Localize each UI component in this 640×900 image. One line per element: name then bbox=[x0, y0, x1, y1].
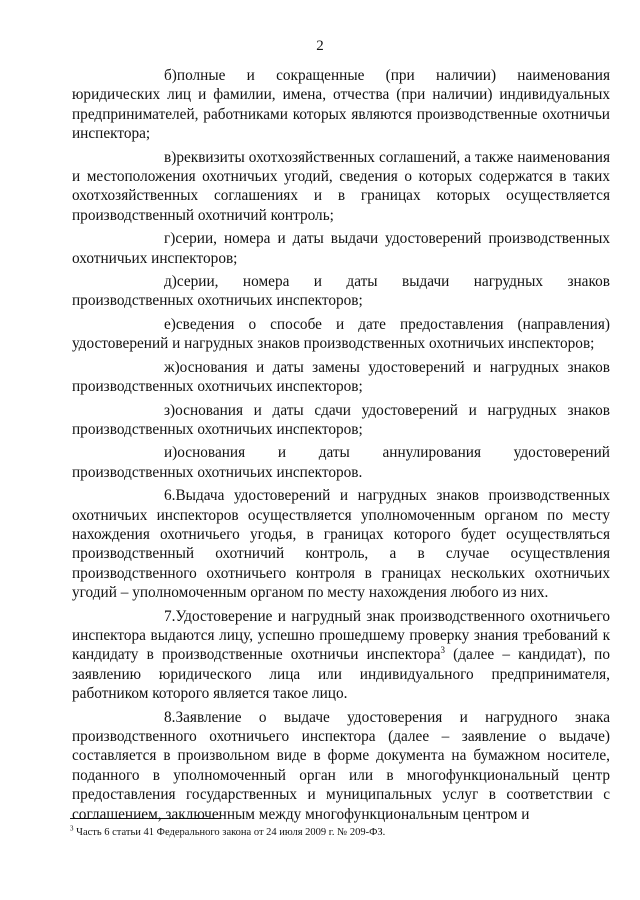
list-item-e bbox=[72, 315, 610, 354]
item-text: серии, номера и даты выдачи нагрудных знаков производственных охотничьих инспекторов; bbox=[72, 273, 610, 310]
item-text: основания и даты аннулирования удостоверений производственных охотничьих инспекторов. bbox=[72, 444, 610, 481]
item-text: основания и даты сдачи удостоверений и нагрудных знаков производственных охотничьих инспекторов; bbox=[72, 401, 610, 438]
list-item-g bbox=[72, 229, 610, 268]
clause-text-continued: (далее – кандидат), по заявлению юридического лица или индивидуального предпринимателя, работником которого является такое лицо. bbox=[72, 646, 611, 703]
item-marker: в) bbox=[164, 148, 177, 166]
footnote-number: 3 bbox=[70, 824, 74, 833]
list-item-b bbox=[72, 66, 610, 144]
item-marker: д) bbox=[164, 273, 177, 291]
item-text: реквизиты охотхозяйственных соглашений, а также наименования и местоположения охотничьих угодий, сведения о которых содержатся в таких охотхозяйственных соглашениях и в границах которых осуществляется производственный охотничий контроль; bbox=[72, 148, 610, 224]
item-marker: и) bbox=[164, 444, 178, 462]
clause-number: 7. bbox=[164, 607, 176, 625]
item-text: серии, номера и даты выдачи удостоверений производственных охотничьих инспекторов; bbox=[72, 230, 610, 267]
clause-text: Выдача удостоверений и нагрудных знаков производственных охотничьих инспекторов осуществляется уполномоченным органом по месту нахождения охотничьего угодья, в границах которого будет осуществляться производственный охотничий контроль, а в случае осуществления производственного охотничьего контроля в границах нескольких охотничьих угодий – уполномоченным органом по месту нахождения любого из них. bbox=[72, 487, 610, 602]
document-body bbox=[72, 66, 610, 828]
item-text: полные и сокращенные (при наличии) наименования юридических лиц и фамилии, имена, отчества (при наличии) индивидуальных предпринимателей, работниками которых являются производственные охотничьи инспектора; bbox=[72, 67, 610, 143]
list-item-v bbox=[72, 148, 610, 226]
item-marker: ж) bbox=[164, 358, 180, 376]
item-text: сведения о способе и дате предоставления (направления) удостоверений и нагрудных знаков производственных охотничьих инспекторов; bbox=[72, 315, 610, 353]
clause-text: Заявление о выдаче удостоверения и нагрудного знака производственного охотничьего инспектора (далее – заявление о выдаче) составляется в произвольном виде в форме документа на бумажном носителе, поданного в уполномоченный орган или в многофункциональный центр предоставления государственных и муниципальных услуг в соответствии с соглашением, заключенным между многофункциональным центром и bbox=[72, 708, 610, 823]
item-text: основания и даты замены удостоверений и нагрудных знаков производственных охотничьих инспекторов; bbox=[72, 358, 610, 396]
list-item-d bbox=[72, 272, 610, 311]
clause-7 bbox=[72, 607, 610, 704]
footnote-text: Часть 6 статьи 41 Федерального закона от 24 июля 2009 г. № 209-ФЗ. bbox=[76, 827, 386, 838]
footnote bbox=[70, 826, 610, 839]
clause-number: 6. bbox=[164, 487, 176, 505]
item-marker: з) bbox=[164, 401, 176, 419]
clause-6 bbox=[72, 486, 610, 602]
clause-text: Удостоверение и нагрудный знак производственного охотничьего инспектора выдаются лицу, успешно прошедшему проверку знания требований к кандидату в производственные охотничьи инспектора bbox=[72, 607, 610, 664]
item-marker: б) bbox=[164, 67, 177, 84]
page-number: 2 bbox=[316, 38, 324, 54]
list-item-z bbox=[72, 401, 610, 440]
clause-8 bbox=[72, 708, 610, 824]
footnote-reference: 3 bbox=[440, 645, 446, 656]
list-item-zh bbox=[72, 358, 610, 397]
list-item-i bbox=[72, 443, 610, 482]
item-marker: е) bbox=[164, 315, 176, 333]
clause-number: 8. bbox=[164, 708, 176, 726]
item-marker: г) bbox=[164, 230, 176, 248]
footnote-divider bbox=[70, 818, 220, 819]
